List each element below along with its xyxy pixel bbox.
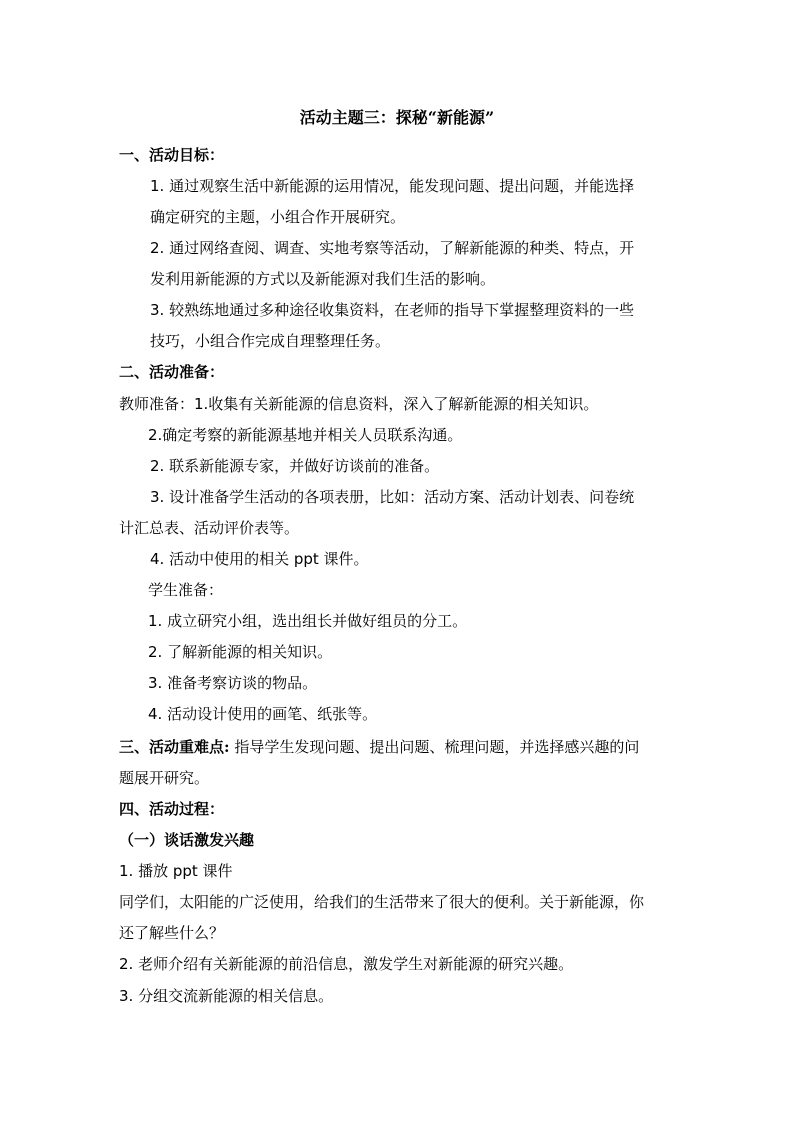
goal-1-line-2: 确定研究的主题，小组合作开展研究。 (150, 208, 406, 226)
process-step-3: 3. 分组交流新能源的相关信息。 (119, 987, 334, 1005)
teacher-prep-line-5: 4. 活动中使用的相关 ppt 课件。 (150, 550, 369, 568)
section-3-heading: 三、活动重难点: (119, 738, 230, 756)
goal-1-line-1: 1. 通过观察生活中新能源的运用情况，能发现问题、提出问题，并能选择 (150, 177, 635, 195)
teacher-prep-line-2: 2.确定考察的新能源基地并相关人员联系沟通。 (148, 426, 463, 444)
section-3-text: 指导学生发现问题、提出问题、梳理问题，并选择感兴趣的问 (229, 738, 640, 756)
student-prep-heading: 学生准备： (148, 581, 224, 599)
process-step-1: 1. 播放 ppt 课件 (119, 862, 233, 880)
student-prep-item: 2. 了解新能源的相关知识。 (148, 643, 333, 661)
goal-2-line-1: 2. 通过网络查阅、调查、实地考察等活动，了解新能源的种类、特点，开 (150, 239, 635, 257)
goal-2-line-2: 发利用新能源的方式以及新能源对我们生活的影响。 (150, 270, 496, 288)
document-title: 活动主题三：探秘“新能源” (299, 108, 495, 127)
section-3-line-1 (119, 737, 639, 757)
teacher-prep-line-4a: 3. 设计准备学生活动的各项表册，比如：活动方案、活动计划表、问卷统 (150, 488, 635, 506)
section-1-heading: 一、活动目标： (119, 146, 225, 164)
teacher-prep-line-4b: 计汇总表、活动评价表等。 (119, 519, 300, 537)
teacher-prep-line-1: 教师准备：1.收集有关新能源的信息资料，深入了解新能源的相关知识。 (119, 395, 599, 413)
section-2-heading: 二、活动准备： (119, 363, 225, 381)
goal-3-line-2: 技巧，小组合作完成自理整理任务。 (150, 332, 391, 350)
student-prep-item: 4. 活动设计使用的画笔、纸张等。 (148, 705, 378, 723)
teacher-prep-line-3: 2. 联系新能源专家，并做好访谈前的准备。 (150, 457, 440, 475)
process-step-2: 2. 老师介绍有关新能源的前沿信息，激发学生对新能源的研究兴趣。 (119, 955, 574, 973)
section-4-heading: 四、活动过程： (119, 800, 225, 818)
process-paragraph-line-1: 同学们，太阳能的广泛使用，给我们的生活带来了很大的便利。关于新能源，你 (119, 893, 645, 911)
student-prep-item: 1. 成立研究小组，选出组长并做好组员的分工。 (148, 612, 468, 630)
goal-3-line-1: 3. 较熟练地通过多种途径收集资料，在老师的指导下掌握整理资料的一些 (150, 301, 635, 319)
student-prep-item: 3. 准备考察访谈的物品。 (148, 674, 318, 692)
subsection-1-heading: （一）谈话激发兴趣 (119, 831, 255, 849)
process-paragraph-line-2: 还了解些什么？ (119, 924, 225, 942)
section-3-line-2: 题展开研究。 (119, 769, 210, 787)
